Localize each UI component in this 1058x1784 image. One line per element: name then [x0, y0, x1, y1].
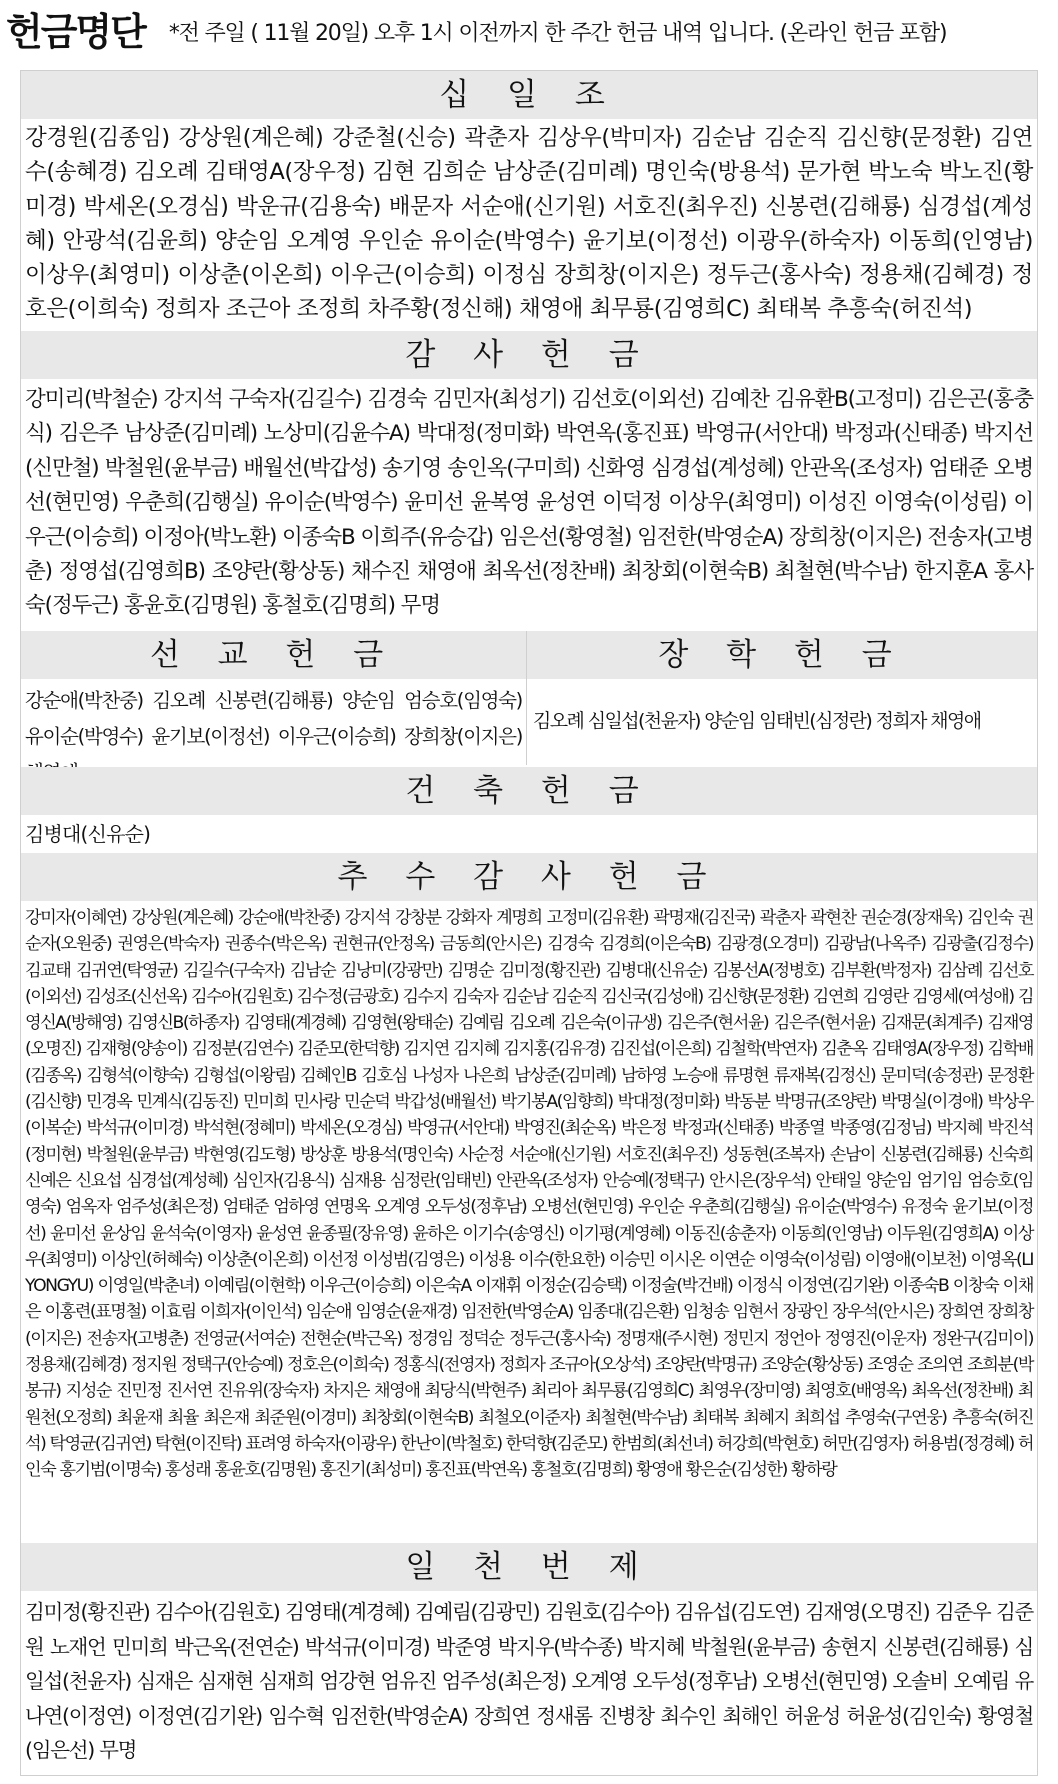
tithe-names: 강경원(김종임) 강상원(계은혜) 강준철(신승) 곽춘자 김상우(박미자) 김순남 김순직 김신향(문정환) 김연수(송혜경) 김오례 김태영A(장우정) 김현 김희순 남상준(김미례) 명인숙(방용석) 문가현 박노숙 박노진(황미경) 박세온(오경심) 박운규(김용숙) 배문자 서순애(신기원) 서호진(최우진) 신봉련(김해룡) 심경섭(계성혜) 안광석(김윤희) 양순임 오계영 우인순 유이순(박영수) 윤기보(이정선) 이광우(하숙자) 이동희(인영남) 이상우(최영미) 이상춘(이온희) 이우근(이승희) 이정심 장희창(이지은) 정두근(홍사숙) 정용채(김혜경) 정호은(이희숙) 정희자 조근아 조정희 차주황(정신해) 채영애 최무룡(김영희C) 최태복 추흥숙(허진석)	[25, 125, 1033, 323]
mission-names: 강순애(박찬중) 김오례 신봉련(김해룡) 양순임 엄승호(임영숙) 유이순(박영수) 윤기보(이정선) 이우근(이승희) 장희창(이지은)	[25, 689, 522, 748]
scholarship-names-block	[533, 703, 1033, 753]
offering-list-frame	[20, 70, 1038, 1776]
tithe-names-block	[25, 121, 1033, 329]
section-title-harvest: 추 수 감 사 헌 금	[21, 853, 1037, 901]
page-header	[6, 0, 1052, 56]
building-names-block	[25, 817, 1033, 851]
page-title: 헌금명단	[6, 10, 145, 54]
mission-names-block	[25, 683, 522, 763]
thanks-names: 강미리(박철순) 강지석 구숙자(김길수) 김경숙 김민자(최성기) 김선호(이외선) 김예찬 김유환B(고정미) 김은곤(홍충식) 김은주 남상준(김미례) 노상미(김윤수A) 박대정(정미화) 박연옥(홍진표) 박영규(서안대) 박정과(신태종) 박지선(신만철) 박철원(윤부금) 배월선(박갑성) 송기영 송인옥(구미희) 신화영 심경섭(계성혜) 안관옥(조성자) 엄태준 오병선(현민영) 우춘희(김행실) 유이순(박영수) 윤미선 윤복영 윤성연 이덕정 이상우(최영미) 이성진 이영숙(이성림) 이우근(이승희) 이정아(박노환) 이종숙B 이희주(유승갑) 임은선(황영철) 임전한(박영순A) 장희창(이지은) 전송자(고병춘) 정영섭(김영희B) 조양란(황상동) 채수진 채영애 최옥선(정찬배) 최창회(이현숙B) 최철현(박수남) 한지훈A 홍사숙(정두근) 홍윤호(김명원) 홍철호(김명희) 무명	[25, 387, 1033, 619]
thousand-names: 김미정(황진관) 김수아(김원호) 김영태(계경혜) 김예림(김광민) 김원호(김수아) 김유섭(김도연) 김재영(오명진) 김준우 김준원 노재언 민미희 박근옥(전연순) 박석규(이미경) 박준영 박지우(박수종) 박지혜 박철원(윤부금) 송현지 신봉련(김해룡) 심일섭(천윤자) 심재은 심재현 심재희 엄강현 엄유진 엄주성(최은정) 오계영 오두성(정후남) 오병선(현민영) 오솔비 오예림 유나연(이정연) 이정연(김기완) 임수혁 임전한(박영순A) 장희연 정새롬 진병창 최수인 최해인 허윤성 허윤성(김인숙) 황영철(임은선) 무명	[25, 1600, 1033, 1762]
section-title-scholarship: 장 학 헌 금	[527, 631, 1037, 679]
harvest-names-block	[25, 905, 1033, 1539]
section-title-thanks: 감 사 헌 금	[21, 331, 1037, 379]
building-names: 김병대(신유순)	[25, 822, 151, 846]
section-title-tithe: 십 일 조	[21, 71, 1037, 119]
column-divider	[526, 631, 527, 765]
period-note: *전 주일 ( 11월 20일) 오후 1시 이전까지 한 주간 헌금 내역 입니다. (온라인 헌금 포함)	[168, 21, 947, 46]
harvest-names: 강미자(이혜연) 강상원(계은혜) 강순애(박찬중) 강지석 강창분 강화자 계명희 고정미(김유환) 곽명재(김진국) 곽춘자 곽현찬 권순경(장재욱) 김인숙 권순자(오원중) 권영은(박숙자) 권종수(박은옥) 권현규(안정옥) 금동희(안시은) 김경숙 김경희(이은숙B) 김광경(오경미) 김광남(나옥주) 김광출(김정수) 김교태 김귀연(탁영균) 김길수(구숙자) 김남순 김낭미(강광만) 김명순 김미정(황진관) 김병대(신유순) 김봉선A(정병호) 김부환(박정자) 김삼례 김선호(이외선) 김성조(신선옥) 김수아(김원호) 김수정(금광호) 김수지 김숙자 김순남 김순직 김신국(김성애) 김신향(문정환) 김연희 김영란 김영세(여성애) 김영신A(방해영) 김영신B(하종자) 김영태(계경혜) 김영현(왕태순) 김예림 김오례 김은숙(이규생) 김은주(현서윤) 김은주(현서윤) 김재문(최계주) 김재영(오명진) 김재형(양송이) 김정분(김연수) 김준모(한덕향) 김지연 김지혜 김지홍(김유경) 김진섭(이은희) 김철학(박연자) 김춘옥 김태영A(장우정) 김학배(김종옥) 김형석(이향숙) 김형섭(이왕림) 김혜인B 김호심 나성자 나은희 남상준(김미례) 남하영 노승애 류명현 류재복(김정신) 문미덕(송정관) 문정환(김신향) 민경옥 민계식(김동진) 민미희 민사랑 민순덕 박갑성(배월선) 박기봉A(임향희) 박대정(정미화) 박동분 박명규(조양란) 박명실(이경애) 박상우(이복순) 박석규(이미경) 박석현(정혜미) 박세온(오경심) 박영규(서안대) 박영진(최순옥) 박은정 박정과(신태종) 박종열 박종영(김정님) 박지혜 박진석(정미현) 박철원(윤부금) 박현영(김도형) 방상훈 방용석(명인숙) 사순정 서순애(신기원) 서호진(최우진) 성동현(조복자) 손남이 신봉련(김해룡) 신숙희 신예은 신요섭 심경섭(계성혜) 심인자(김용식) 심재용 심정란(임태빈) 안관옥(조성자) 안승예(정택구) 안시은(장우석) 안태일 양순임 엄기임 엄승호(임영숙) 엄옥자 엄주성(최은정) 엄태준 엄하영 연명옥 오계영 오두성(정후남) 오병선(현민영) 우인순 우춘희(김행실) 유이순(박영수) 유정숙 윤기보(이정선) 윤미선 윤상임 윤석숙(이영자) 윤성연 윤종필(장유영) 윤하은 이기수(송영신) 이기평(계영혜) 이동진(송춘자) 이동희(인영남) 이두원(김영희A) 이상우(최영미) 이상인(허혜숙) 이상춘(이온희) 이선정 이성범(김영은) 이성용 이수(한요한) 이승민 이시온 이연순 이영숙(이성림) 이영애(이보천) 이영옥(LIYONGYU) 이영일(박춘녀) 이예림(이현학) 이우근(이승희) 이은숙A 이재휘 이정순(김승택) 이정술(박건배) 이정식 이정연(김기완) 이종숙B 이창숙 이채은 이홍련(표명철) 이효림 이희자(이인석) 임순애 임영순(윤재경) 임전한(박영순A) 임종대(김은환) 임청송 임현서 장광인 장우석(안시은) 장희연 장희창(이지은) 전송자(고병춘) 전영균(서여순) 전현순(박근옥) 정경임 정덕순 정두근(홍사숙) 정명재(주시현) 정민지 정언아 정영진(이운자) 정완구(김미이) 정용채(김혜경) 정지원 정택구(안승예) 정호은(이희숙) 정홍식(전영자) 정희자 조규아(오상석) 조양란(박명규) 조양순(황상동) 조영순 조의연 조희분(박봉규) 지성순 진민정 진서연 진유위(장숙자) 차지은 채영애 최당식(박현주) 최리아 최무룡(김영희C) 최영우(장미영) 최영호(배영옥) 최옥선(정찬배) 최원천(오정희) 최윤재 최율 최은재 최준원(이경미) 최창회(이현숙B) 최철오(이준자) 최철현(박수남) 최태복 최혜지 최희섭 추영숙(구연웅) 추흥숙(허진석) 탁영균(김귀연) 탁현(이진탁) 표려영 하숙자(이광우) 한난이(박철호) 한덕향(김준모) 한범희(최선녀) 허강희(박현호) 허만(김영자) 허용범(정경혜) 허인숙 홍기범(이명숙) 홍성래 홍윤호(김명원) 홍진기(최성미) 홍진표(박연옥) 홍철호(김명희) 황영애 황은순(김성한) 황하랑	[25, 908, 1033, 1481]
scholarship-names: 김오례 심일섭(천윤자) 양순임 임태빈(심정란) 정희자 채영애	[533, 710, 981, 732]
thanks-names-block	[25, 383, 1033, 628]
section-title-building: 건 축 헌 금	[21, 767, 1037, 815]
section-title-thousand: 일 천 번 제	[21, 1543, 1037, 1591]
thousand-names-block	[25, 1595, 1033, 1773]
section-title-mission: 선 교 헌 금	[21, 631, 526, 679]
